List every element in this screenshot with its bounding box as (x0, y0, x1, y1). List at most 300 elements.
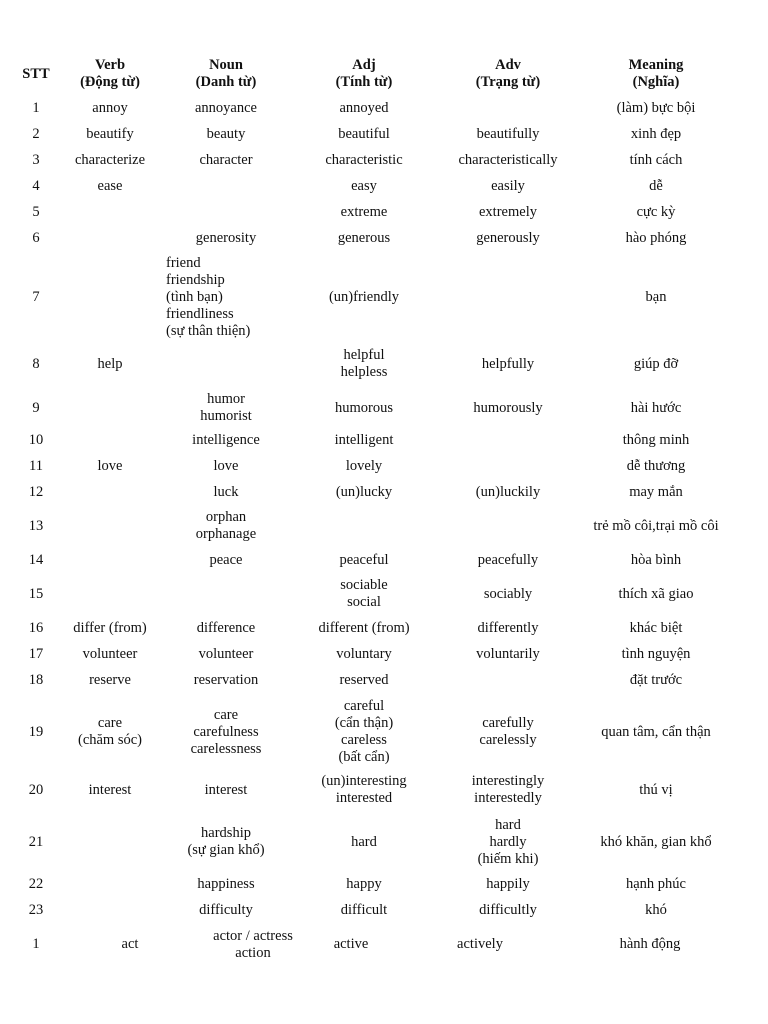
cell-noun (166, 228, 286, 248)
cell-verb (55, 670, 165, 690)
cell-stt-line: 22 (28, 875, 44, 892)
cell-verb (55, 228, 165, 248)
cell-adj-line: (un)lucky (335, 483, 393, 500)
cell-verb (55, 430, 165, 450)
cell-stt (12, 228, 60, 248)
cell-noun-line: actor / actress (213, 928, 293, 944)
cell-adj (304, 900, 424, 920)
cell-noun-line: reservation (193, 671, 259, 688)
table-row (0, 346, 768, 382)
cell-adj-line: hard (351, 833, 377, 850)
cell-adv-line: difficultly (479, 901, 537, 918)
cell-adv (438, 644, 578, 664)
cell-noun-line: friendship (166, 271, 225, 288)
cell-adj (304, 576, 424, 612)
cell-adj-line: careless (341, 732, 387, 748)
cell-adj (304, 644, 424, 664)
cell-meaning (576, 202, 736, 222)
cell-verb-line: reserve (89, 671, 131, 688)
cell-stt-line: 11 (29, 457, 43, 474)
cell-stt (12, 816, 60, 868)
cell-verb (100, 926, 160, 962)
cell-adj-line: humorous (335, 399, 393, 416)
cell-stt (12, 772, 60, 808)
cell-adv (438, 874, 578, 894)
cell-adj (304, 254, 424, 340)
cell-meaning (576, 874, 736, 894)
cell-noun-line: beauty (206, 125, 246, 142)
cell-verb (55, 202, 165, 222)
cell-adv-line: actively (457, 935, 503, 952)
cell-stt (12, 390, 60, 426)
cell-adj (304, 874, 424, 894)
cell-noun-line: orphanage (195, 526, 257, 542)
cell-meaning-line: may mắn (629, 483, 683, 500)
table-row (0, 508, 768, 544)
cell-adj-line: careful (343, 698, 385, 714)
cell-stt (12, 254, 60, 340)
cell-stt-line: 23 (28, 901, 44, 918)
cell-meaning-line: khó (645, 901, 667, 918)
cell-stt-line: 4 (32, 177, 40, 194)
cell-noun-line: interest (204, 781, 248, 798)
cell-verb-line: act (121, 935, 139, 952)
cell-noun-line: care (213, 706, 239, 723)
cell-adj-line: happy (346, 875, 382, 892)
cell-meaning (576, 550, 736, 570)
cell-adv (438, 900, 578, 920)
cell-adv (438, 98, 578, 118)
cell-adj-line: annoyed (339, 99, 389, 116)
cell-stt-line: 20 (28, 781, 44, 798)
table-row (0, 150, 768, 170)
cell-stt (12, 98, 60, 118)
cell-meaning-line: hành động (619, 935, 681, 952)
cell-adj-line: helpful (343, 347, 385, 363)
cell-noun-line: humor (207, 391, 245, 407)
cell-adj-line: (bất cẩn) (338, 749, 390, 765)
table-row (0, 696, 768, 768)
cell-stt-line: 12 (28, 483, 44, 500)
cell-verb-line: care (97, 715, 123, 731)
cell-meaning-line: dễ (649, 177, 663, 194)
cell-meaning-line: khác biệt (629, 619, 683, 636)
cell-adj (304, 482, 424, 502)
cell-stt (12, 926, 60, 962)
cell-noun-line: carefulness (193, 723, 259, 740)
cell-noun (166, 644, 286, 664)
cell-stt-line: 8 (32, 355, 40, 372)
cell-adv-line: carelessly (479, 732, 537, 748)
cell-noun (166, 456, 286, 476)
cell-adj (304, 772, 424, 808)
cell-adv (438, 670, 578, 690)
cell-meaning (576, 390, 736, 426)
cell-adv (438, 618, 578, 638)
cell-stt (12, 618, 60, 638)
cell-verb (55, 390, 165, 426)
cell-adj-line: voluntary (336, 645, 392, 662)
cell-meaning-line: thích xã giao (618, 585, 694, 602)
cell-stt-line: 16 (28, 619, 44, 636)
cell-noun (166, 816, 286, 868)
table-row (0, 254, 768, 340)
cell-noun-line: friend (166, 254, 201, 271)
cell-verb (55, 772, 165, 808)
cell-stt-line: 1 (32, 99, 40, 116)
cell-noun-line: annoyance (195, 99, 257, 116)
cell-adv (438, 482, 578, 502)
cell-adj-line: characteristic (325, 151, 403, 168)
cell-meaning-line: tính cách (629, 151, 683, 168)
cell-adv-line: hard (495, 816, 521, 833)
cell-stt (12, 576, 60, 612)
cell-noun-line: humorist (200, 408, 252, 424)
cell-verb (55, 254, 165, 340)
cell-noun-line: intelligence (192, 431, 260, 448)
cell-adj-line: generous (337, 229, 391, 246)
cell-adj-line: (un)interesting (321, 773, 407, 789)
cell-verb-line: characterize (74, 151, 145, 168)
cell-adv-line: voluntarily (476, 645, 540, 662)
table-row (0, 482, 768, 502)
table-row (0, 456, 768, 476)
cell-verb (55, 900, 165, 920)
cell-adj (304, 670, 424, 690)
cell-meaning (576, 98, 736, 118)
cell-noun (166, 202, 286, 222)
cell-noun (166, 874, 286, 894)
cell-noun (166, 176, 286, 196)
cell-noun-line: action (235, 945, 271, 961)
cell-adv (438, 390, 578, 426)
cell-adv (438, 772, 578, 808)
cell-noun (166, 550, 286, 570)
cell-verb (55, 696, 165, 768)
header-meaning: Meaning (Nghĩa) (628, 57, 684, 90)
cell-stt-line: 9 (32, 399, 40, 416)
cell-meaning (576, 150, 736, 170)
cell-adj (320, 926, 382, 962)
cell-stt (12, 550, 60, 570)
table-row (0, 900, 768, 920)
cell-noun-line: carelessness (190, 740, 262, 757)
cell-noun-line: orphan (205, 509, 247, 525)
cell-meaning (576, 176, 736, 196)
cell-noun (166, 430, 286, 450)
cell-verb (55, 550, 165, 570)
cell-meaning-line: giúp đỡ (633, 355, 679, 372)
cell-meaning (576, 900, 736, 920)
cell-noun (166, 150, 286, 170)
cell-adv-line: helpfully (481, 355, 535, 372)
cell-adv (438, 550, 578, 570)
cell-noun (166, 696, 286, 768)
cell-stt-line: 19 (28, 723, 44, 740)
cell-stt (12, 482, 60, 502)
cell-meaning (576, 430, 736, 450)
cell-adv (438, 202, 578, 222)
cell-verb (55, 346, 165, 382)
table-row (0, 98, 768, 118)
cell-stt-line: 15 (28, 585, 44, 602)
cell-adv-line: (un)luckily (475, 483, 541, 500)
cell-stt-line: 1 (32, 935, 40, 952)
cell-verb (55, 874, 165, 894)
table-row (0, 228, 768, 248)
cell-verb (55, 482, 165, 502)
cell-stt (12, 202, 60, 222)
cell-adj (304, 150, 424, 170)
table-row (0, 576, 768, 612)
cell-stt (12, 430, 60, 450)
cell-adv-line: happily (486, 875, 530, 892)
cell-verb (55, 456, 165, 476)
cell-adv (438, 576, 578, 612)
cell-adv (438, 228, 578, 248)
cell-adv (438, 124, 578, 144)
cell-adv-line: peacefully (477, 551, 539, 568)
cell-stt (12, 508, 60, 544)
cell-stt-line: 3 (32, 151, 40, 168)
cell-verb-line: beautify (86, 125, 134, 142)
cell-meaning-line: khó khăn, gian khổ (600, 833, 712, 850)
cell-stt-line: 13 (28, 517, 44, 534)
table-row (0, 670, 768, 690)
cell-noun (193, 926, 313, 962)
cell-adv (438, 696, 578, 768)
cell-adv (438, 508, 578, 544)
cell-verb (55, 576, 165, 612)
cell-verb (55, 98, 165, 118)
cell-adj (304, 618, 424, 638)
cell-meaning (576, 508, 736, 544)
cell-meaning (576, 228, 736, 248)
cell-meaning-line: (làm) bực bội (616, 99, 696, 116)
cell-verb (55, 124, 165, 144)
cell-adj-line: social (347, 594, 381, 610)
cell-noun-line: happiness (197, 875, 255, 892)
cell-meaning (576, 576, 736, 612)
cell-adv-line: extremely (479, 203, 537, 220)
cell-meaning-line: hạnh phúc (626, 875, 686, 892)
cell-meaning (576, 696, 736, 768)
cell-verb-line: interest (88, 781, 132, 798)
cell-adj (304, 508, 424, 544)
cell-noun-line: (tình bạn) (166, 288, 223, 305)
cell-noun-line: friendliness (166, 305, 234, 322)
cell-meaning-line: trẻ mồ côi,trại mồ côi (593, 517, 719, 534)
cell-noun (166, 390, 286, 426)
cell-meaning-line: bạn (645, 288, 667, 305)
cell-noun-line: difference (196, 619, 256, 636)
cell-noun-line: character (199, 151, 253, 168)
cell-stt-line: 14 (28, 551, 44, 568)
table-row (0, 202, 768, 222)
cell-adj-line: difficult (340, 901, 388, 918)
cell-adj-line: sociable (340, 577, 388, 593)
cell-adj-line: lovely (345, 457, 383, 474)
cell-adj (304, 696, 424, 768)
cell-adv-line: differently (477, 619, 539, 636)
cell-meaning (576, 456, 736, 476)
cell-adv-line: (hiếm khi) (477, 850, 539, 867)
cell-adj-line: beautiful (338, 125, 390, 142)
table-row (0, 816, 768, 868)
cell-adv (438, 456, 578, 476)
cell-adv (438, 430, 578, 450)
cell-stt (12, 124, 60, 144)
cell-noun-line: volunteer (198, 645, 254, 662)
cell-adj (304, 124, 424, 144)
cell-adv-line: hardly (489, 833, 527, 850)
cell-adj-line: intelligent (334, 431, 394, 448)
table-header (0, 57, 768, 91)
cell-meaning-line: đặt trước (629, 671, 683, 688)
cell-adj-line: helpless (340, 364, 388, 380)
cell-stt (12, 874, 60, 894)
cell-verb-line: differ (from) (73, 619, 147, 636)
cell-adv (438, 254, 578, 340)
cell-verb-line: (chăm sóc) (77, 732, 142, 748)
cell-adj-line: extreme (340, 203, 388, 220)
cell-noun-line: (sự thân thiện) (166, 322, 251, 339)
table-row (0, 124, 768, 144)
cell-noun-line: luck (213, 483, 239, 500)
cell-adv-line: carefully (482, 715, 534, 731)
cell-adj (304, 202, 424, 222)
cell-noun (166, 772, 286, 808)
cell-adj-line: easy (351, 177, 377, 194)
cell-verb-line: help (97, 355, 123, 372)
header-noun: Noun (Danh từ) (195, 57, 257, 90)
cell-stt-line: 2 (32, 125, 40, 142)
cell-stt-line: 17 (28, 645, 44, 662)
cell-adj-line: reserved (339, 671, 389, 688)
table-row (0, 926, 768, 962)
cell-stt-line: 18 (28, 671, 44, 688)
cell-verb-line: love (97, 457, 123, 474)
cell-meaning-line: hòa bình (630, 551, 682, 568)
cell-stt (12, 150, 60, 170)
cell-adj-line: different (from) (318, 619, 410, 636)
cell-adv-line: generously (476, 229, 540, 246)
cell-adv-line: interestedly (474, 790, 542, 806)
cell-noun (166, 254, 286, 340)
cell-meaning (576, 644, 736, 664)
cell-verb-line: annoy (92, 99, 128, 116)
cell-adj-line: (cẩn thận) (334, 715, 394, 731)
cell-noun (166, 576, 286, 612)
cell-adj-line: active (333, 935, 369, 952)
cell-adv-line: beautifully (476, 125, 540, 142)
cell-verb (55, 150, 165, 170)
cell-noun-line: hardship (201, 825, 251, 841)
cell-stt (12, 456, 60, 476)
cell-noun (166, 508, 286, 544)
cell-verb (55, 508, 165, 544)
cell-stt-line: 21 (28, 833, 44, 850)
cell-stt-line: 10 (28, 431, 44, 448)
cell-stt (12, 900, 60, 920)
cell-adj (304, 550, 424, 570)
table-row (0, 874, 768, 894)
header-adv: Adv (Trạng từ) (475, 57, 541, 90)
cell-adj-line: peaceful (339, 551, 389, 568)
cell-adj (304, 176, 424, 196)
cell-adj-line: (un)friendly (328, 288, 400, 305)
cell-stt (12, 176, 60, 196)
cell-meaning-line: thú vị (639, 781, 673, 798)
cell-stt (12, 696, 60, 768)
cell-adv-line: easily (491, 177, 525, 194)
cell-adv (438, 346, 578, 382)
cell-meaning (576, 670, 736, 690)
cell-stt-line: 6 (32, 229, 40, 246)
cell-meaning-line: hài hước (630, 399, 682, 416)
cell-meaning (576, 346, 736, 382)
header-adj: Adj (Tính từ) (335, 57, 393, 90)
cell-noun (166, 482, 286, 502)
cell-adj (304, 346, 424, 382)
cell-adv (448, 926, 512, 962)
cell-adv (438, 150, 578, 170)
cell-stt (12, 346, 60, 382)
cell-stt-line: 7 (32, 288, 40, 305)
cell-meaning (576, 618, 736, 638)
cell-meaning-line: xinh đẹp (630, 125, 682, 142)
header-stt: STT (22, 65, 50, 82)
cell-noun (166, 98, 286, 118)
cell-noun (166, 346, 286, 382)
cell-verb-line: ease (97, 177, 123, 194)
cell-verb-line: volunteer (82, 645, 138, 662)
cell-noun (166, 670, 286, 690)
cell-noun (166, 124, 286, 144)
table-row (0, 644, 768, 664)
cell-meaning-line: dễ thương (626, 457, 686, 474)
cell-adv-line: characteristically (458, 151, 558, 168)
cell-meaning (576, 772, 736, 808)
table-row (0, 430, 768, 450)
cell-adj (304, 390, 424, 426)
cell-noun-line: peace (209, 551, 243, 568)
cell-meaning (576, 482, 736, 502)
cell-adj (304, 816, 424, 868)
table-row (0, 772, 768, 808)
cell-meaning (576, 124, 736, 144)
cell-noun (166, 618, 286, 638)
cell-adv-line: interestingly (471, 773, 545, 789)
cell-stt (12, 670, 60, 690)
cell-meaning (590, 926, 710, 962)
cell-adj (304, 98, 424, 118)
cell-meaning (576, 254, 736, 340)
cell-adj (304, 430, 424, 450)
cell-adv (438, 816, 578, 868)
cell-noun-line: generosity (195, 229, 257, 246)
cell-adj (304, 228, 424, 248)
cell-noun-line: difficulty (199, 901, 253, 918)
cell-stt-line: 5 (32, 203, 40, 220)
cell-verb (55, 644, 165, 664)
cell-adj-line: interested (335, 790, 393, 806)
table-row (0, 176, 768, 196)
table-row (0, 550, 768, 570)
cell-stt (12, 644, 60, 664)
cell-meaning-line: thông minh (622, 431, 690, 448)
cell-verb (55, 816, 165, 868)
